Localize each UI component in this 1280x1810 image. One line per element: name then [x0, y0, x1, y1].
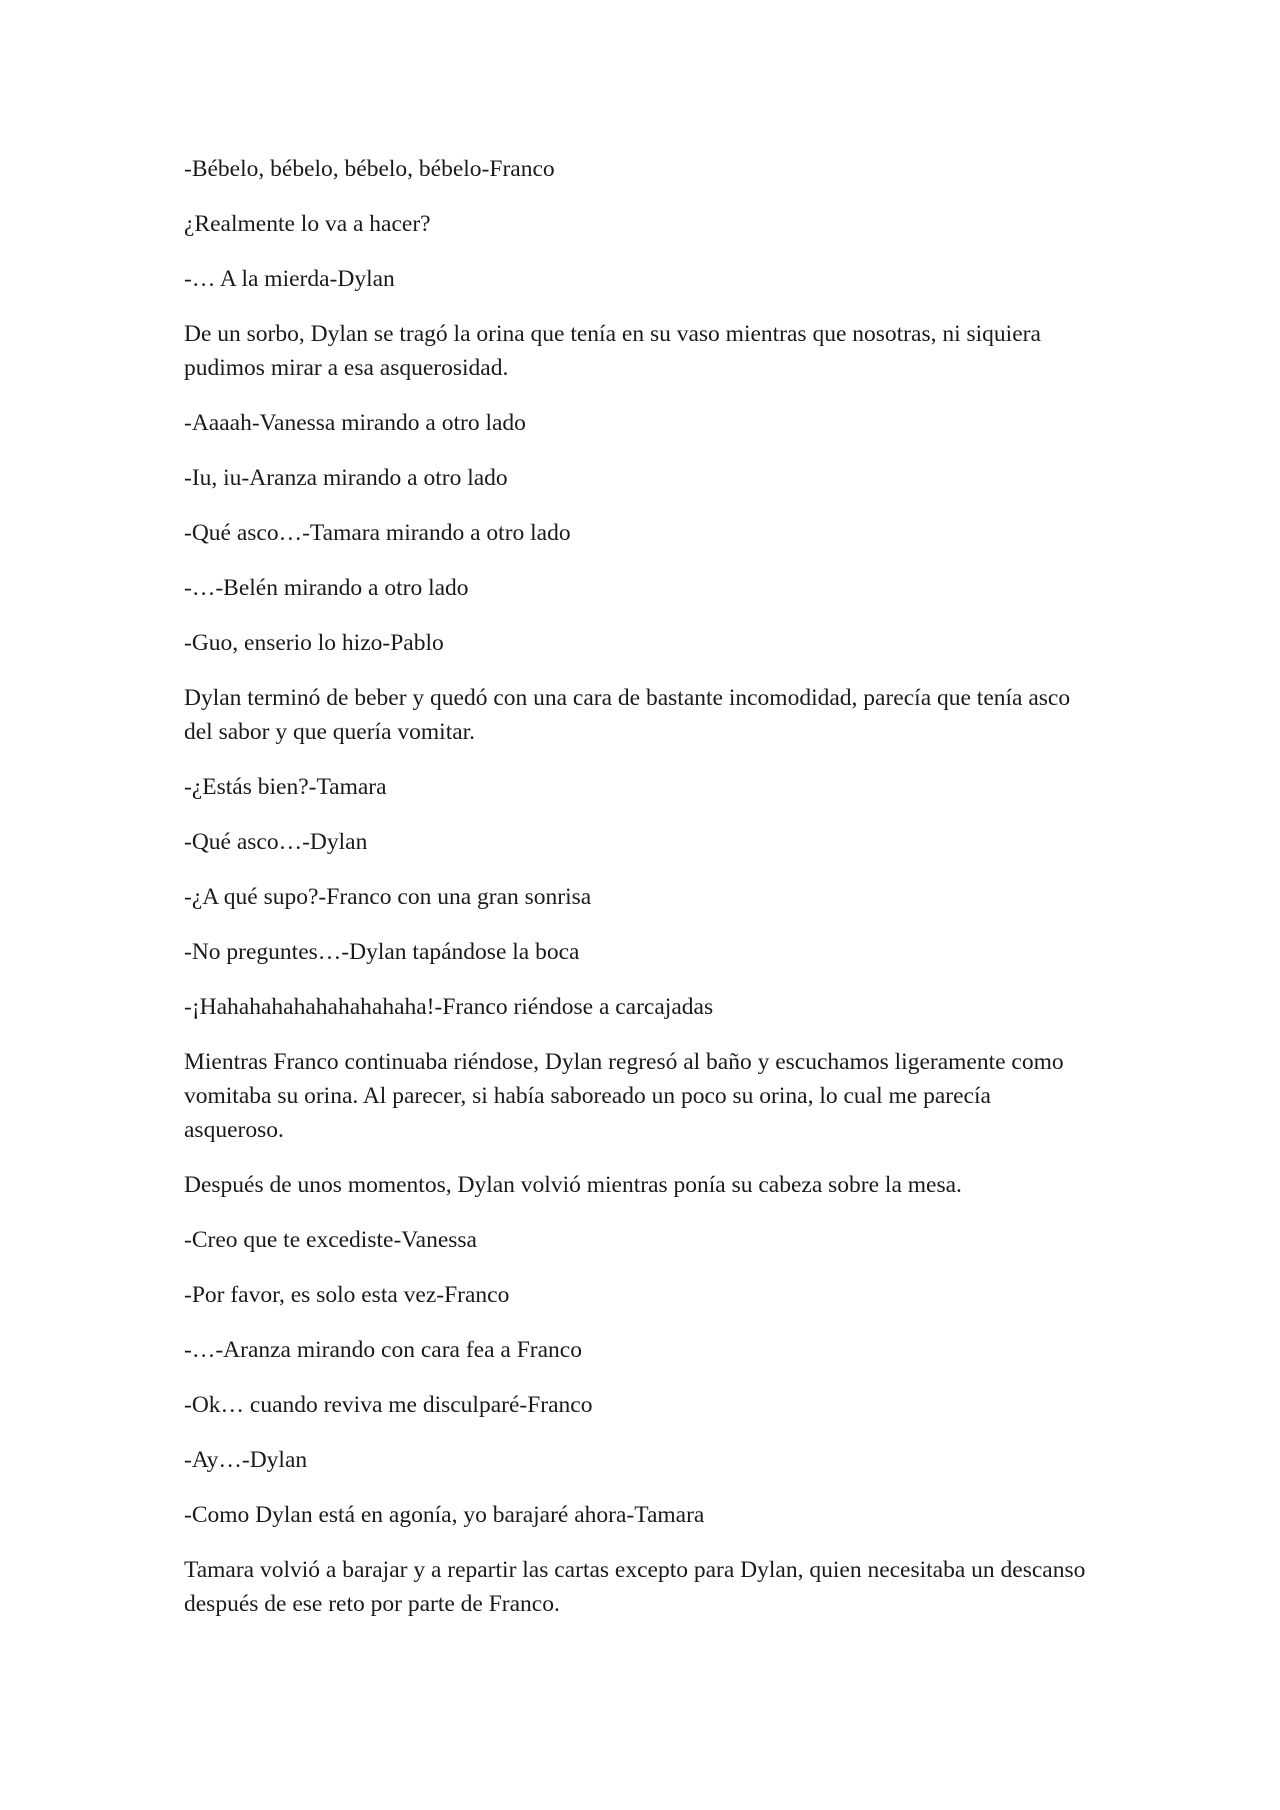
paragraph: -Por favor, es solo esta vez-Franco: [184, 1282, 510, 1308]
paragraph: Tamara volvió a barajar y a repartir las cartas excepto para Dylan, quien necesitaba un descanso después de ese reto por parte de Franco.: [184, 1557, 1086, 1617]
paragraph: -Bébelo, bébelo, bébelo, bébelo-Franco: [184, 156, 555, 182]
paragraph: -Qué asco…-Tamara mirando a otro lado: [184, 520, 571, 546]
paragraph: Dylan terminó de beber y quedó con una cara de bastante incomodidad, parecía que tenía asco del sabor y que quería vomitar.: [184, 685, 1071, 745]
paragraph: Después de unos momentos, Dylan volvió mientras ponía su cabeza sobre la mesa.: [184, 1172, 962, 1198]
paragraph: -Ok… cuando reviva me disculparé-Franco: [184, 1392, 593, 1418]
paragraph: -¿A qué supo?-Franco con una gran sonrisa: [184, 884, 592, 910]
paragraph: -Iu, iu-Aranza mirando a otro lado: [184, 465, 508, 491]
paragraph: -¿Estás bien?-Tamara: [184, 774, 387, 800]
paragraph: -¡Hahahahahahahahahaha!-Franco riéndose a carcajadas: [184, 994, 714, 1020]
paragraph: Mientras Franco continuaba riéndose, Dylan regresó al baño y escuchamos ligeramente como vomitaba su orina. Al parecer, si había saboreado un poco su orina, lo cual me parecía asqueroso.: [184, 1049, 1064, 1143]
paragraph: -Qué asco…-Dylan: [184, 829, 368, 855]
paragraph: -… A la mierda-Dylan: [184, 266, 395, 292]
paragraph: -…-Belén mirando a otro lado: [184, 575, 469, 601]
paragraph: -Como Dylan está en agonía, yo barajaré ahora-Tamara: [184, 1502, 705, 1528]
paragraph: -No preguntes…-Dylan tapándose la boca: [184, 939, 580, 965]
paragraph: -Ay…-Dylan: [184, 1447, 308, 1473]
paragraph: -Creo que te excediste-Vanessa: [184, 1227, 477, 1253]
paragraph: -Aaaah-Vanessa mirando a otro lado: [184, 410, 526, 436]
paragraph: ¿Realmente lo va a hacer?: [184, 211, 431, 237]
paragraph: -…-Aranza mirando con cara fea a Franco: [184, 1337, 582, 1363]
paragraph: De un sorbo, Dylan se tragó la orina que tenía en su vaso mientras que nosotras, ni siquiera pudimos mirar a esa asquerosidad.: [184, 321, 1041, 381]
paragraph: -Guo, enserio lo hizo-Pablo: [184, 630, 444, 656]
